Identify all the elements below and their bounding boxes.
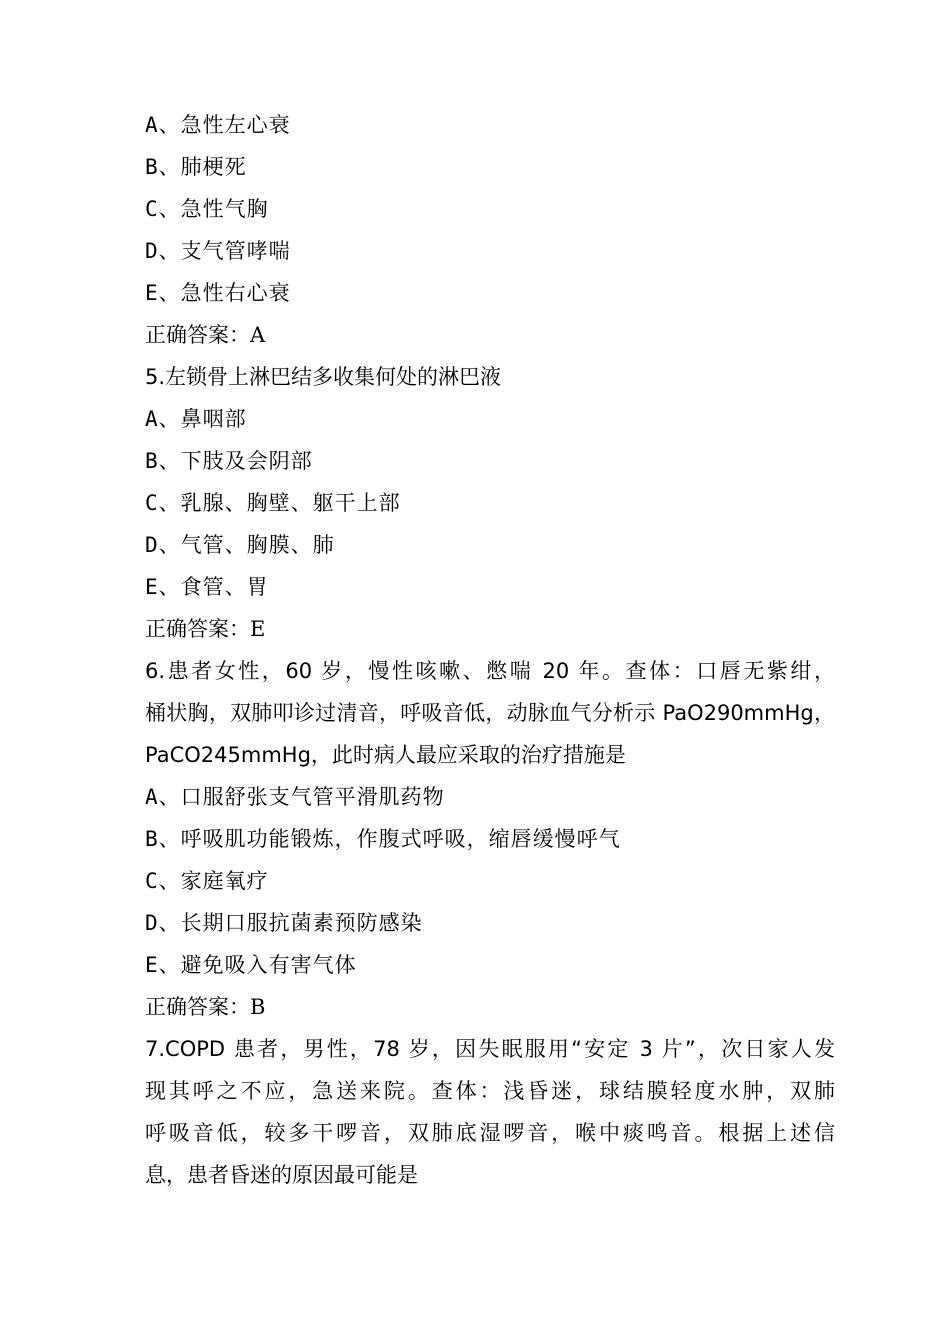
question-stem-line: 7.COPD 患者，男性，78 岁，因失眠服用“安定 3 片”，次日家人发 xyxy=(145,1037,835,1061)
question-stem-line: 息，患者昏迷的原因最可能是 xyxy=(145,1163,418,1187)
correct-answer: 正确答案：A xyxy=(145,323,266,347)
option-c: C、乳腺、胸壁、躯干上部 xyxy=(145,491,401,515)
document-page xyxy=(145,104,835,1196)
question-stem-line: 5.左锁骨上淋巴结多收集何处的淋巴液 xyxy=(145,365,502,389)
question-stem-line: 桶状胸，双肺叩诊过清音，呼吸音低，动脉血气分析示 PaO290mmHg， xyxy=(145,701,835,725)
question-stem-line: 呼吸音低，较多干啰音，双肺底湿啰音，喉中痰鸣音。根据上述信 xyxy=(145,1121,835,1145)
question-stem-line: 6.患者女性，60 岁，慢性咳嗽、憋喘 20 年。查体：口唇无紫绀， xyxy=(145,659,835,683)
option-e: E、避免吸入有害气体 xyxy=(145,953,357,977)
question-4 xyxy=(145,104,835,356)
option-c: C、家庭氧疗 xyxy=(145,869,269,893)
option-c: C、急性气胸 xyxy=(145,197,269,221)
option-e: E、食管、胃 xyxy=(145,575,269,599)
option-d: D、支气管哮喘 xyxy=(145,239,291,263)
option-b: B、呼吸肌功能锻炼，作腹式呼吸，缩唇缓慢呼气 xyxy=(145,827,621,851)
correct-answer: 正确答案：B xyxy=(145,995,266,1019)
question-6 xyxy=(145,650,835,1028)
question-stem-line: 现其呼之不应，急送来院。查体：浅昏迷，球结膜轻度水肿，双肺 xyxy=(145,1079,835,1103)
question-stem-line: PaCO245mmHg，此时病人最应采取的治疗措施是 xyxy=(145,743,626,767)
option-b: B、肺梗死 xyxy=(145,155,247,179)
option-b: B、下肢及会阴部 xyxy=(145,449,313,473)
option-d: D、气管、胸膜、肺 xyxy=(145,533,335,557)
option-a: A、急性左心衰 xyxy=(145,113,291,137)
correct-answer: 正确答案：E xyxy=(145,617,266,641)
option-d: D、长期口服抗菌素预防感染 xyxy=(145,911,423,935)
question-7 xyxy=(145,1028,835,1196)
question-5 xyxy=(145,356,835,650)
option-a: A、口服舒张支气管平滑肌药物 xyxy=(145,785,445,809)
option-a: A、鼻咽部 xyxy=(145,407,247,431)
option-e: E、急性右心衰 xyxy=(145,281,291,305)
